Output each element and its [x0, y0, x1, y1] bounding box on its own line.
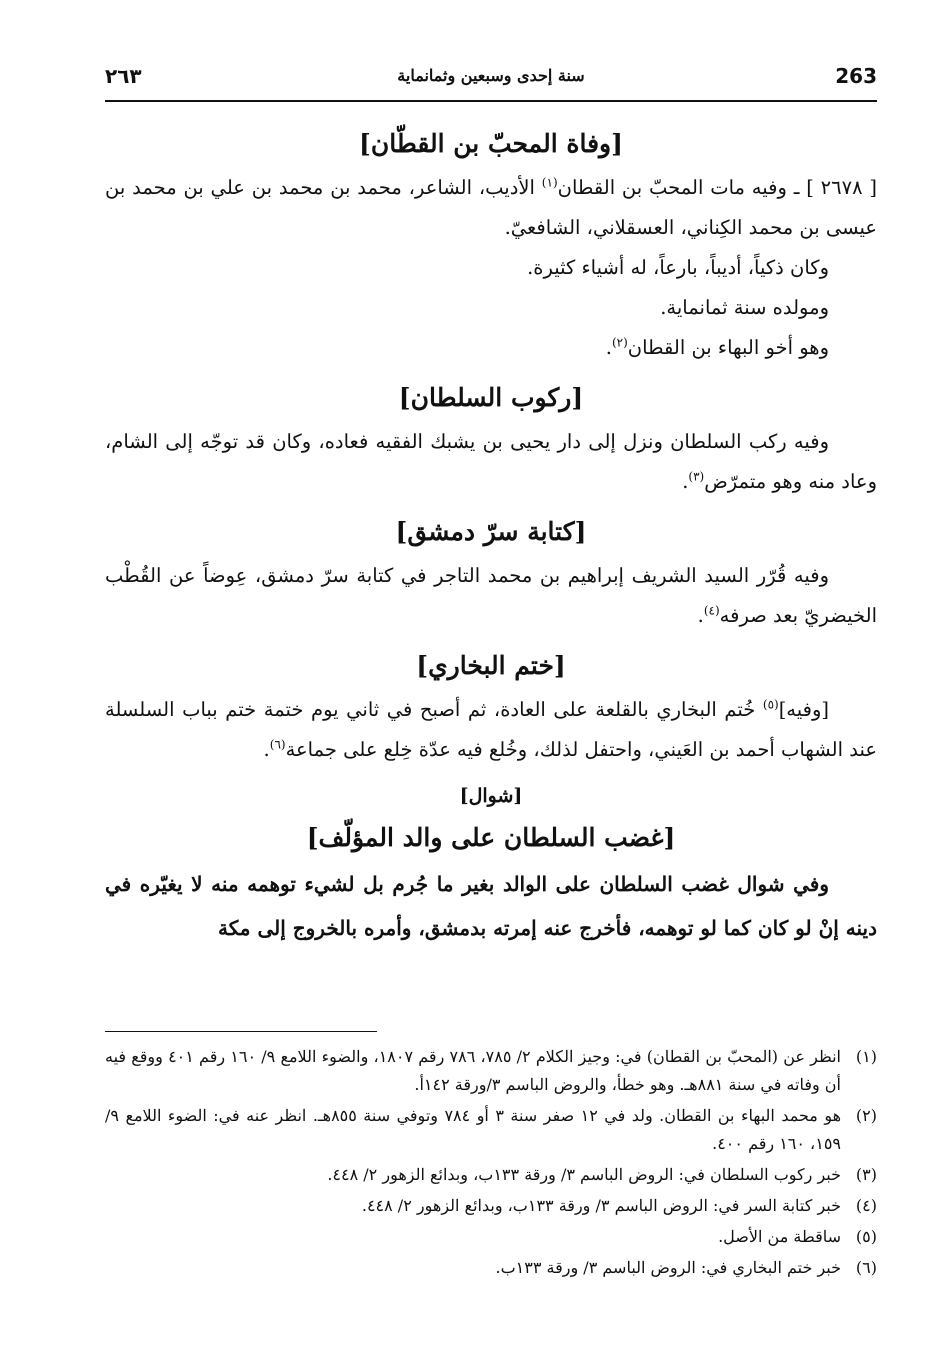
footnote-number: (٢): [855, 1106, 877, 1125]
footnote: [105, 1161, 877, 1189]
footnote-ref[interactable]: (٦): [269, 737, 286, 752]
text-run: وفيه ركب السلطان ونزل إلى دار يحيى بن يشبك الفقيه فعاده، وكان قد توجّه إلى الشام، وعاد منه وهو متمرّض: [105, 430, 877, 493]
section-heading: [ختم البخاري]: [416, 651, 566, 680]
footnote-ref[interactable]: (٤): [703, 603, 720, 618]
footnote-number: (١): [855, 1047, 877, 1066]
footnote-number: (٣): [855, 1165, 877, 1184]
footnote-text: خبر ركوب السلطان في: الروض الباسم ٣/ ورقة ١٣٣ب، وبدائع الزهور ٢/ ٤٤٨.: [327, 1165, 841, 1184]
section-heading: [كتابة سرّ دمشق]: [395, 517, 587, 546]
footnote: [105, 1043, 877, 1099]
text-run: .: [263, 738, 270, 761]
footnote: [105, 1192, 877, 1220]
page-number-arabic: ٢٦٣: [105, 64, 142, 88]
footnote-ref[interactable]: (١): [541, 175, 558, 190]
text-run: الأديب، الشاعر، محمد بن محمد بن علي بن محمد بن عيسى بن محمد الكِناني، العسقلاني، الشافعيّ.: [105, 176, 877, 239]
paragraph: [105, 168, 877, 248]
paragraph: [105, 328, 877, 368]
text-run: .: [682, 470, 689, 493]
footnote-number: (٦): [855, 1258, 877, 1277]
text-run: .: [605, 336, 612, 359]
footnote-text: هو محمد البهاء بن القطان. ولد في ١٢ صفر سنة ٣ أو ٧٨٤ وتوفي سنة ٨٥٥هـ. انظر عنه في: الضوء اللامع ٩/ ١٥٩، ١٦٠ رقم ٤٠٠.: [105, 1106, 842, 1153]
page-number-latin: 263: [835, 64, 877, 88]
footnotes: [105, 1043, 877, 1285]
footnote-ref[interactable]: (٢): [611, 335, 628, 350]
section-heading: [غضب السلطان على والد المؤلّف]: [306, 823, 676, 852]
footnote-ref[interactable]: (٣): [688, 469, 705, 484]
footnote-number: (٤): [855, 1196, 877, 1215]
paragraph: [105, 690, 877, 770]
text-run: وفيه قُرّر السيد الشريف إبراهيم بن محمد التاجر في كتابة سرّ دمشق، عِوضاً عن القُطْب الخيضريّ بعد صرفه: [105, 564, 877, 627]
text-run: وهو أخو البهاء بن القطان: [627, 336, 829, 359]
paragraph: ومولده سنة ثمانماية.: [660, 296, 829, 319]
footnote-text: خبر كتابة السر في: الروض الباسم ٣/ ورقة ١٣٣ب، وبدائع الزهور ٢/ ٤٤٨.: [361, 1196, 841, 1215]
footnote: [105, 1102, 877, 1158]
section-heading: [وفاة المحبّ بن القطّان]: [359, 129, 623, 158]
text-run: [ ٢٦٧٨ ] ـ وفيه مات المحبّ بن القطان: [557, 176, 878, 199]
text-run: خُتم البخاري بالقلعة على العادة، ثم أصبح في ثاني يوم ختمة ختم بباب السلسلة عند الشهاب أحمد بن العَيني، واحتفل لذلك، وخُلع فيه عدّة خِلع على جماعة: [105, 698, 877, 761]
footnote-text: ساقطة من الأصل.: [718, 1227, 841, 1246]
text-run: .: [697, 604, 704, 627]
footnote: [105, 1223, 877, 1251]
paragraph: وفي شوال غضب السلطان على الوالد بغير ما جُرم بل لشيء توهمه منه لا يغيّره في دينه إنْ لو كان كما لو توهمه، فأخرج عنه إمرته بدمشق، وأمره بالخروج إلى مكة: [105, 872, 877, 940]
footnote-separator: [105, 1031, 377, 1032]
paragraph: [105, 556, 877, 636]
footnote-text: انظر عن (المحبّ بن القطان) في: وجيز الكلام ٢/ ٧٨٥، ٧٨٦ رقم ١٨٠٧، والضوء اللامع ٩/ ١٦٠ رقم ٤٠١ ووقع فيه أن وفاته في سنة ٨٨١هـ. وهو خطأ، والروض الباسم ٣/ورقة ١٤٢أ.: [105, 1047, 841, 1094]
main-text: [105, 122, 877, 950]
text-run: [وفيه]: [778, 698, 829, 721]
footnote-text: خبر ختم البخاري في: الروض الباسم ٣/ ورقة ١٣٣ب.: [495, 1258, 841, 1277]
paragraph: وكان ذكياً، أديباً، بارعاً، له أشياء كثيرة.: [527, 256, 829, 279]
footnote-number: (٥): [855, 1227, 877, 1246]
paragraph: [105, 422, 877, 502]
footnote: [105, 1254, 877, 1282]
section-heading: [ركوب السلطان]: [398, 383, 584, 412]
running-title: سنة إحدى وسبعين وثمانماية: [397, 66, 585, 85]
footnote-ref[interactable]: (٥): [762, 697, 779, 712]
month-heading: [شوال]: [459, 785, 523, 807]
running-header: [105, 62, 877, 102]
